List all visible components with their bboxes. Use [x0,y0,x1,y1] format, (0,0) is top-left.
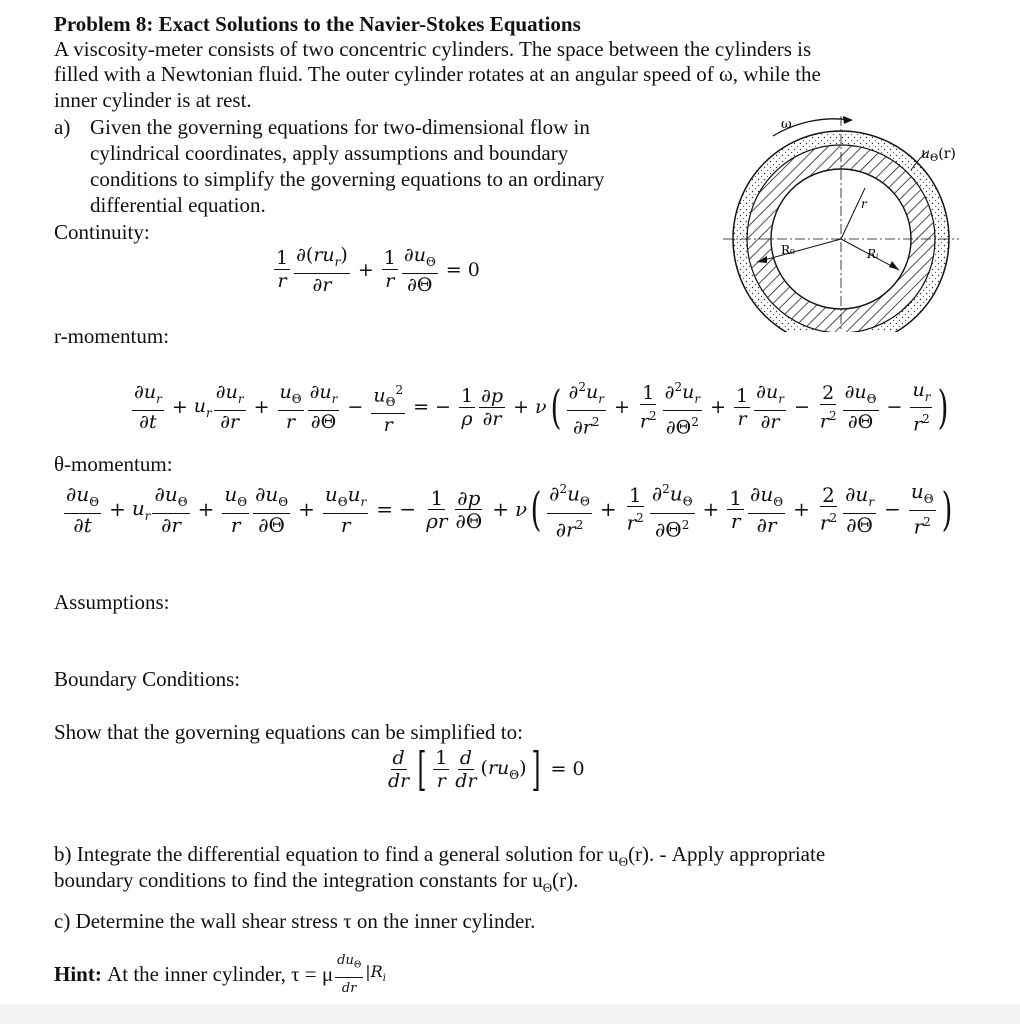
theta-momentum-label: θ-momentum: [54,452,173,476]
assumptions-label: Assumptions: [54,590,170,614]
hint-label: Hint: [54,962,102,987]
intro-line-2: filled with a Newtonian fluid. The outer cylinder rotates at an angular speed of ω, while the [54,62,821,86]
ode-rhs: = 0 [550,758,585,780]
part-a-line-2: cylindrical coordinates, apply assumptions and boundary [90,141,569,165]
part-a-line-4: differential equation. [90,193,266,217]
part-a-marker: a) [54,115,71,139]
intro-line-1: A viscosity-meter consists of two concentric cylinders. The space between the cylinders is [54,37,812,61]
u-theta-label: $u_\Theta(r)$ [921,146,956,164]
r-momentum-equation: $\frac{\partial u_r}{\partial t}$ + $u_r$ $\frac{\partial u_r}{\partial r}$ + $\frac{u_\Theta}{r}$ $\frac{\partial u_r}{\partial\Theta}$ − $\frac{u_\Theta^2}{r}$ = − $\frac{1}{\rho}$ $\frac{\partial p}{\partial r}$ + ν ( $\frac{\partial^2u_r}{\partial r^2}$ + $\frac{1}{r^2}$ $\frac{\partial^2u_r}{\partial\Theta^2}$ + $\frac{1}{r}$ $\frac{\partial u_r}{\partial r}$ − $\frac{2}{r^2}$ $\frac{\partial u_\Theta}{\partial\Theta}$ − $\frac{u_r}{r^2}$ ) [130,376,952,438]
intro-line-3: inner cylinder is at rest. [54,88,252,112]
continuity-equation: $\frac{1}{r}$ $\frac{\partial(ru_r)}{\partial r}$ + $\frac{1}{r}$ $\frac{\partial u_\Theta}{\partial\Theta}$ = 0 [276,244,480,296]
boundary-conditions-label: Boundary Conditions: [54,667,241,691]
ro-label: R₀ [781,243,795,257]
part-b-line-1: b) Integrate the differential equation to find a general solution for $u_\Theta(r)$. - Apply appropriate [54,842,826,870]
ri-label: Rᵢ [867,247,879,261]
part-a-line-1: Given the governing equations for two-dimensional flow in [90,115,590,139]
bottom-strip [0,1004,1020,1024]
part-c: c) Determine the wall shear stress τ on the inner cylinder. [54,909,536,933]
r-momentum-label: r-momentum: [54,324,170,348]
continuity-rhs: = 0 [445,258,480,281]
hint-text: At the inner cylinder, τ = μ [107,962,334,987]
simplified-ode: $\frac{d}{dr}$ [ $\frac{1}{r}$ $\frac{d}{dr}$ $(ru_\Theta)$ ] = 0 [388,742,585,796]
part-a-line-3: conditions to simplify the governing equations to an ordinary [90,167,605,191]
show-text: Show that the governing equations can be simplified to: [54,720,523,744]
hint: Hint: At the inner cylinder, τ = μ $\frac{du_\Theta}{dr}$ $|R_i$ [54,950,386,1000]
part-b-line-2: boundary conditions to find the integration constants for $u_\Theta(r)$. [54,868,579,896]
theta-momentum-equation: $\frac{\partial u_\Theta}{\partial t}$ + $u_r$ $\frac{\partial u_\Theta}{\partial r}$ + $\frac{u_\Theta}{r}$ $\frac{\partial u_\Theta}{\partial\Theta}$ + $\frac{u_\Theta u_r}{r}$ = − $\frac{1}{\rho r}$ $\frac{\partial p}{\partial\Theta}$ + ν ( $\frac{\partial^2u_\Theta}{\partial r^2}$ + $\frac{1}{r^2}$ $\frac{\partial^2u_\Theta}{\partial\Theta^2}$ + $\frac{1}{r}$ $\frac{\partial u_\Theta}{\partial r}$ + $\frac{2}{r^2}$ $\frac{\partial u_r}{\partial\Theta}$ − $\frac{u_\Theta}{r^2}$ ) [66,479,952,542]
problem-title: Problem 8: Exact Solutions to the Navier-Stokes Equations [54,12,581,36]
radius-r-label: r [861,197,867,211]
continuity-label: Continuity: [54,220,150,244]
concentric-cylinders-figure [715,112,1005,332]
omega-label: ω [781,117,792,132]
